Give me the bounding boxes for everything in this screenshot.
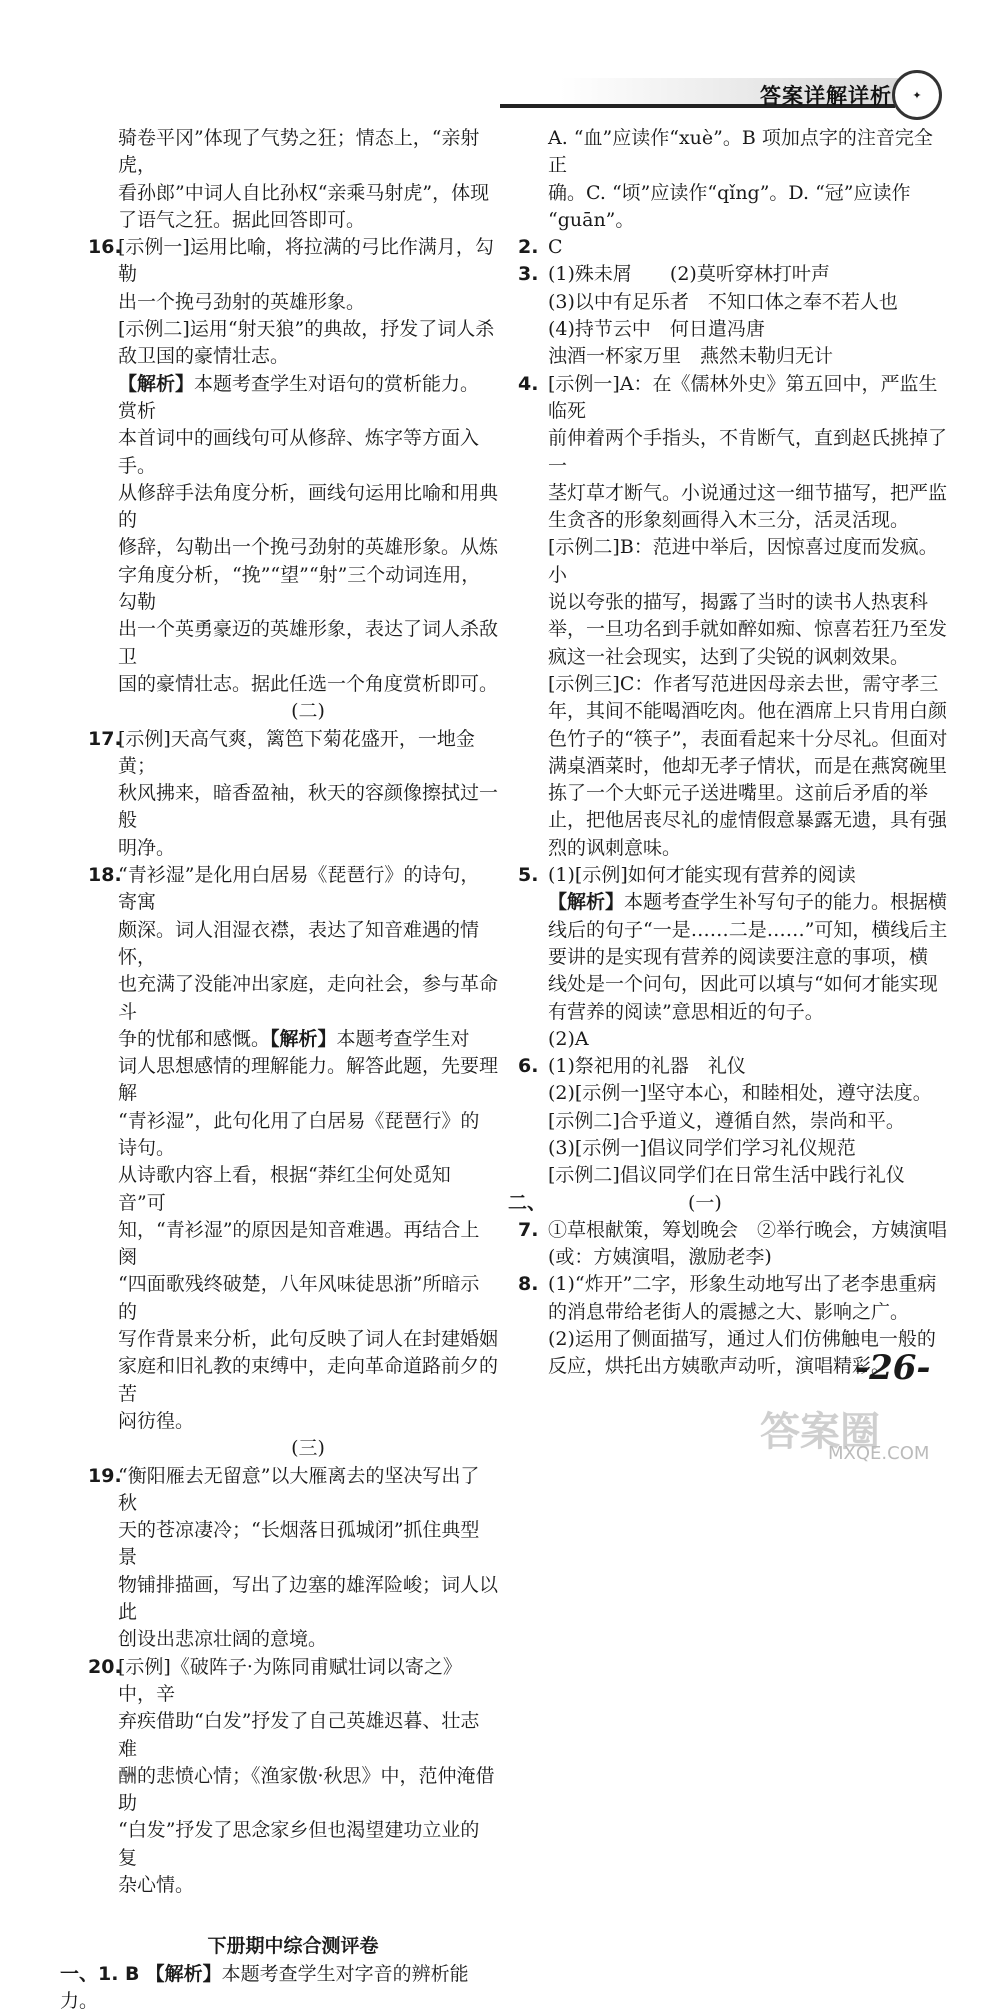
question-number: 4. [518, 372, 539, 395]
answer-line: 天的苍凉凄冷；“长烟落日孤城闭”抓住典型景 [118, 1519, 480, 1569]
answer-line: [示例一]A：在《儒林外史》第五回中，严监生临死 [548, 372, 938, 422]
answer-line: 茎灯草才断气。小说通过这一细节描写，把严监 [548, 481, 948, 504]
answer-line: [示例]天高气爽，篱笆下菊花盛开，一地金黄； [118, 727, 475, 777]
analysis-tag: 【解析】 [548, 891, 625, 914]
answer-line: “青衫湿”是化用白居易《琵琶行》的诗句，寄寓 [118, 864, 480, 914]
question-number: 18. [88, 864, 122, 887]
analysis-line: “青衫湿”，此句化用了白居易《琵琶行》的诗句。 [118, 1109, 480, 1159]
answer-line: (2)A [548, 1027, 589, 1050]
part-2-heading [508, 1190, 950, 1217]
answer-line: (或：方姨演唱，激励老李) [548, 1246, 772, 1269]
analysis-line: 闷彷徨。 [118, 1409, 195, 1432]
answer-line: 色竹子的“筷子”，表面看起来十分尽礼。但面对 [548, 727, 948, 750]
section-heading: (三) [291, 1437, 325, 1460]
question-number: 19. [88, 1464, 122, 1487]
header-title: 答案详解详析 [760, 84, 892, 108]
part-label: 二、 [508, 1191, 547, 1214]
question-number: 5. [518, 864, 539, 887]
answer-line: 的消息带给老街人的震撼之大、影响之广。 [548, 1300, 910, 1323]
question-number: 17. [88, 727, 122, 750]
answer-line: 举，一旦功名到手就如醉如痴、惊喜若狂乃至发 [548, 618, 948, 641]
left-column [60, 125, 499, 2015]
continued-line: 确。C. “顷”应读作“qǐng”。D. “冠”应读作 [548, 181, 911, 204]
analysis-line: 线处是一个问句，因此可以填与“如何才能实现 [548, 973, 938, 996]
question-18 [88, 862, 498, 1435]
analysis-line: 出一个英勇豪迈的英雄形象，表达了词人杀敌卫 [118, 618, 499, 668]
section-heading: (一) [688, 1191, 722, 1214]
watermark-logo: 答案圈 [760, 1409, 880, 1455]
question-20 [88, 1654, 498, 1900]
answer-line: 出一个挽弓劲射的英雄形象。 [118, 290, 366, 313]
analysis-line: 从修辞手法角度分析，画线句运用比喻和用典的 [118, 481, 499, 532]
analysis-text: 本题考查学生补写句子的能力。根据横 [624, 891, 948, 914]
answer-line: (1)殊未屑 (2)莫听穿林打叶声 [548, 263, 830, 286]
analysis-tag: 【解析】 [270, 1027, 337, 1050]
analysis-line: 写作背景来分析，此句反映了词人在封建婚姻 [118, 1328, 499, 1351]
page-header [0, 0, 1000, 120]
answer-line: C [548, 236, 563, 259]
answer-line: 满桌酒菜时，他却无孝子情状，而是在燕窝碗里 [548, 754, 948, 777]
question-17 [88, 726, 498, 862]
continued-line: “guān”。 [548, 208, 635, 231]
answer-line: 颇深。词人泪湿衣襟，表达了知音难遇的情怀， [118, 918, 480, 968]
answer-line: (1)[示例]如何才能实现有营养的阅读 [548, 864, 856, 887]
question-number: 2. [518, 236, 539, 259]
answer-line: 明净。 [118, 836, 176, 859]
answer-line: (2)运用了侧面描写，通过人们仿佛触电一般的 [548, 1328, 936, 1351]
analysis-text: 本题考查学生对 [336, 1027, 470, 1050]
question-6 [518, 1053, 950, 1189]
answer-line: 前伸着两个手指头，不肯断气，直到赵氏挑掉了一 [548, 427, 948, 477]
analysis-line: 知，“青衫湿”的原因是知音难遇。再结合上阕 [118, 1218, 480, 1269]
analysis-line: “四面歌残终破楚，八年风味徒思浙”所暗示的 [118, 1273, 480, 1323]
question-3 [518, 261, 950, 370]
answer-line: 也充满了没能冲出家庭，走向社会，参与革命斗 [118, 973, 499, 1023]
answer-line [118, 1026, 498, 1053]
answer-line: 浊酒一杯家万里 燕然未勒归无计 [548, 345, 834, 368]
analysis-line: 词人思想感情的理解能力。解答此题，先要理解 [118, 1055, 499, 1105]
answer-line: [示例一]运用比喻，将拉满的弓比作满月，勾勒 [118, 236, 494, 286]
analysis-text: 本题考查学生对语句的赏析能力。赏析 [118, 372, 480, 422]
answer-line: (1)“炸开”二字，形象生动地写出了老李患重病 [548, 1273, 937, 1296]
answer-line: [示例三]C：作者写范进因母亲去世，需守孝三 [548, 672, 939, 695]
answer-line: [示例二]合乎道义，遵循自然，崇尚和平。 [548, 1109, 905, 1132]
answer-line: (1)祭祀用的礼器 礼仪 [548, 1055, 746, 1078]
answer-line: (3)以中有足乐者 不知口体之奉不若人也 [548, 290, 898, 313]
answer-line: 止，把他居丧尽礼的虚情假意暴露无遗，具有强 [548, 809, 948, 832]
answer-line: 创设出悲凉壮阔的意境。 [118, 1628, 328, 1651]
analysis-line: 有营养的阅读”意思相近的句子。 [548, 1000, 824, 1023]
analysis-tag: 【解析】 [118, 372, 195, 395]
answer-line: 烈的讽刺意味。 [548, 836, 682, 859]
answer-line: [示例二]运用“射天狼”的典故，抒发了词人杀 [118, 318, 495, 341]
brand-logo-icon: ✦ [892, 70, 942, 120]
question-number: 3. [518, 263, 539, 286]
intro-line: 骑卷平冈”体现了气势之狂；情态上，“亲射虎， [118, 127, 480, 177]
analysis-line: 从诗歌内容上看，根据“莽红尘何处觅知音”可 [118, 1164, 451, 1214]
analysis-line [548, 889, 950, 916]
answer-line: 反应，烘托出方姨歌声动听，演唱精彩。 [548, 1355, 891, 1378]
answer-line: “衡阳雁去无留意”以大雁离去的坚决写出了秋 [118, 1464, 480, 1514]
analysis-line [118, 371, 498, 426]
answer-line: (3)[示例一]倡议同学们学习礼仪规范 [548, 1136, 856, 1159]
question-2 [518, 234, 950, 261]
analysis-line: 本首词中的画线句可从修辞、炼字等方面入手。 [118, 427, 480, 477]
question-7 [518, 1217, 950, 1272]
answer-line: (2)[示例一]坚守本心，和睦相处，遵守法度。 [548, 1082, 932, 1105]
question-number: 16. [88, 236, 122, 259]
exam-title: 下册期中综合测评卷 [207, 1935, 379, 1958]
continued-line: A. “血”应读作“xuè”。B 项加点字的注音完全正 [548, 127, 933, 177]
answer-line: 疯这一社会现实，达到了尖锐的讽刺效果。 [548, 645, 910, 668]
analysis-line: 修辞，勾勒出一个挽弓劲射的英雄形象。从炼 [118, 536, 499, 559]
answer-line: [示例二]B：范进中举后，因惊喜过度而发疯。小 [548, 536, 938, 586]
section-heading: (二) [291, 700, 325, 723]
answer-line: 年，其间不能喝酒吃肉。他在酒席上只肯用白颜 [548, 700, 948, 723]
question-number: 8. [518, 1273, 539, 1296]
answer-line: 杂心情。 [118, 1874, 195, 1896]
question-number: 一、1. B [60, 1962, 140, 1985]
question-1 [60, 1961, 498, 2015]
intro-line: 看孙郎”中词人自比孙权“亲乘马射虎”，体现 [118, 181, 490, 204]
question-19 [88, 1463, 498, 1654]
analysis-text: 本题考查学生对字音的辨析能力。 [60, 1962, 469, 2012]
answer-line: 酬的悲愤心情；《渔家傲·秋思》中，范仲淹借助 [118, 1764, 495, 1815]
right-column [508, 125, 950, 1381]
watermark-url: MXQE.COM [828, 1443, 930, 1464]
question-16 [88, 234, 498, 698]
analysis-tag: 【解析】 [145, 1962, 222, 1985]
analysis-line: 字角度分析，“挽”“望”“射”三个动词连用，勾勒 [118, 563, 481, 614]
answer-line: [示例二]倡议同学们在日常生活中践行礼仪 [548, 1164, 905, 1187]
answer-line: (4)持节云中 何日遣冯唐 [548, 318, 765, 341]
answer-line: 弃疾借助“白发”抒发了自己英雄迟暮、壮志难 [118, 1710, 480, 1760]
answer-line: “白发”抒发了思念家乡但也渴望建功立业的复 [118, 1819, 480, 1869]
answer-line: 物铺排描画，写出了边塞的雄浑险峻；词人以此 [118, 1573, 499, 1624]
analysis-line: 线后的句子“一是……二是……”可知，横线后主 [548, 918, 948, 941]
analysis-line: 家庭和旧礼教的束缚中，走向革命道路前夕的苦 [118, 1355, 499, 1405]
answer-line: 敌卫国的豪情壮志。 [118, 345, 290, 368]
question-5 [518, 862, 950, 1053]
answer-line: 生贪吝的形象刻画得入木三分，活灵活现。 [548, 509, 910, 532]
answer-line: 说以夸张的描写，揭露了当时的读书人热衷科 [548, 591, 929, 614]
answer-line: ①草根献策，筹划晚会 ②举行晚会，方姨演唱 [548, 1218, 948, 1241]
analysis-line: 国的豪情壮志。据此任选一个角度赏析即可。 [118, 672, 499, 695]
analysis-line: 要讲的是实现有营养的阅读要注意的事项，横 [548, 945, 929, 968]
answer-text: 争的忧郁和感慨。 [118, 1027, 271, 1050]
question-number: 6. [518, 1055, 539, 1078]
answer-line: 拣了一个大虾元子送进嘴里。这前后矛盾的举 [548, 782, 929, 805]
question-4 [518, 371, 950, 862]
answer-line: [示例]《破阵子·为陈同甫赋壮词以寄之》中，辛 [118, 1655, 462, 1705]
intro-line: 了语气之狂。据此回答即可。 [118, 208, 366, 231]
question-number: 20. [88, 1655, 122, 1678]
question-number: 7. [518, 1218, 539, 1241]
answer-line: 秋风拂来，暗香盈袖，秋天的容颜像擦拭过一般 [118, 782, 499, 832]
page-number: -26- [855, 1348, 931, 1388]
